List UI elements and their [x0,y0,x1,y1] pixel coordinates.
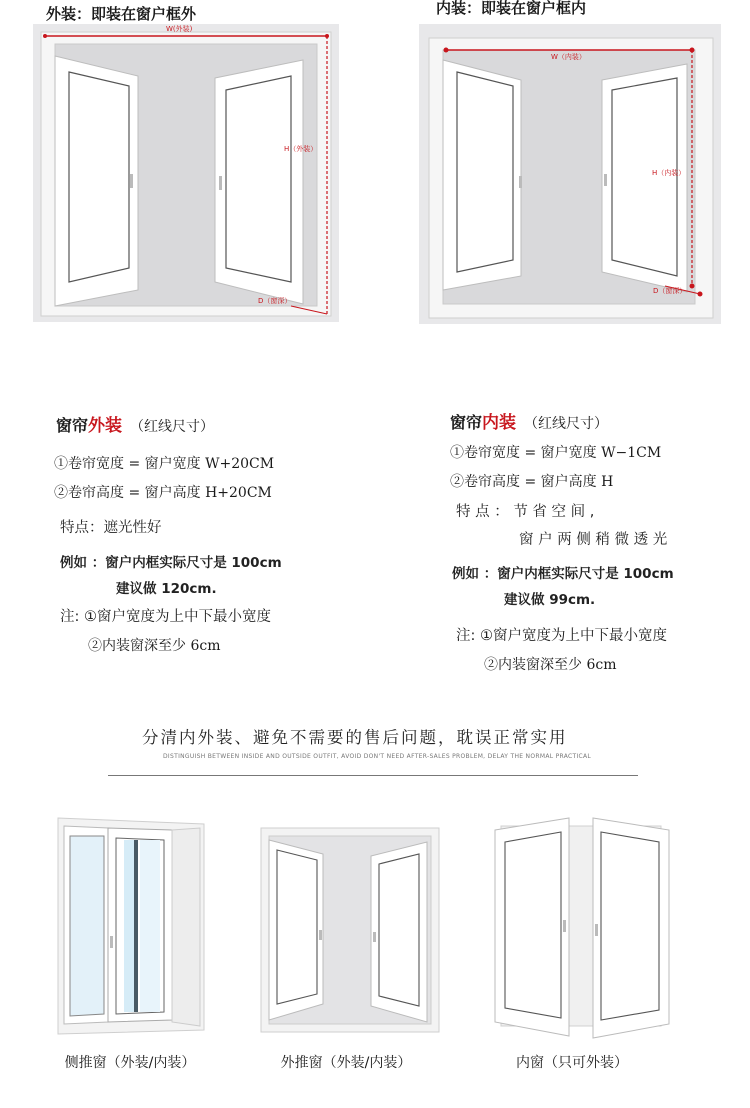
sliding-window-illustration [54,816,206,1036]
outward-casement-illustration [259,826,441,1034]
inward-casement-caption: 内窗（只可外装） [516,1055,628,1071]
outside-note-line1: 注: ①窗户宽度为上中下最小宽度 [60,609,271,625]
outside-width-formula: ①卷帘宽度 = 窗户宽度 W+20CM [54,456,275,472]
inward-casement-illustration [493,814,671,1040]
inside-section-title [450,408,608,433]
inside-example-line1: 例如 ：窗户内框实际尺寸是 100cm [452,566,674,582]
outside-note-line2: ②内装窗深至少 6cm [88,638,221,654]
outward-casement-caption: 外推窗（外装/内装） [280,1055,412,1071]
outside-mount-heading: 外装：即装在窗户框外 [46,5,197,23]
outside-example-line2: 建议做 120cm. [116,581,217,597]
inside-height-formula: ②卷帘高度 = 窗户高度 H [450,474,614,490]
outside-section-title [56,411,214,436]
outside-title-suffix: （红线尺寸） [130,419,215,435]
inside-example-line2: 建议做 99cm. [504,592,596,608]
tagline-cn: 分清内外装、避免不需要的售后问题，耽误正常实用 [142,728,568,747]
inside-feature-line2: 窗 户 两 侧 稍 微 透 光 [519,532,668,548]
inside-title-highlight: 内装 [482,413,517,433]
outside-feature: 特点：遮光性好 [60,520,162,536]
sliding-window-caption: 侧推窗（外装/内装） [64,1055,196,1071]
outside-width-label: W(外装) [166,25,193,33]
inside-width-formula: ①卷帘宽度 = 窗户宽度 W−1CM [450,445,662,461]
outside-example-line1: 例如 ：窗户内框实际尺寸是 100cm [60,555,282,571]
inside-mount-heading: 内装：即装在窗户框内 [436,0,587,17]
inside-note-line1: 注: ①窗户宽度为上中下最小宽度 [456,628,667,644]
outside-title-prefix: 窗帘 [56,416,89,435]
inside-height-label: H（内装） [652,169,686,177]
inside-title-prefix: 窗帘 [450,413,483,432]
inside-feature-line1: 特 点 ： 节 省 空 间 , [456,504,595,520]
tagline-divider [108,775,638,776]
inside-width-label: W（内装） [551,53,586,61]
tagline-en: DISTINGUISH BETWEEN INSIDE AND OUTSIDE OUTFIT, AVOID DON'T NEED AFTER-SALES PROBLEM, DELAY THE NORMAL PRACTICAL [163,753,592,760]
inside-note-line2: ②内装窗深至少 6cm [484,657,617,673]
inside-depth-label: D（窗深） [653,287,687,295]
outside-height-label: H（外装） [284,145,318,153]
outside-mount-diagram [33,24,339,322]
inside-title-suffix: （红线尺寸） [524,416,609,432]
outside-title-highlight: 外装 [88,416,123,436]
outside-depth-label: D（窗深） [258,297,292,305]
outside-height-formula: ②卷帘高度 = 窗户高度 H+20CM [54,485,272,501]
